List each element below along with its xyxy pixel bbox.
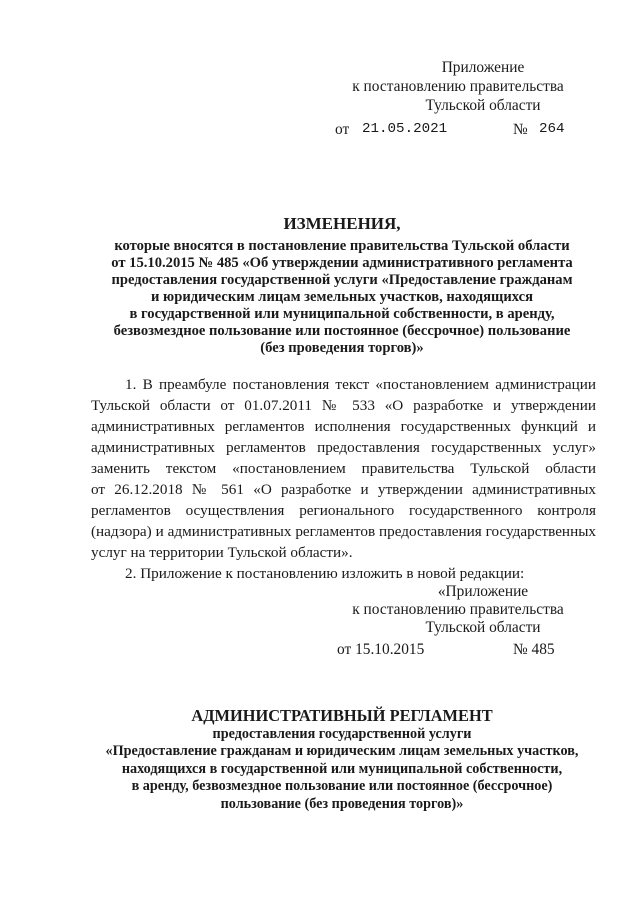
paragraph-1-line-8: (надзора) и административных регламентов предоставления государственных [91, 523, 596, 540]
reglament-line-3: находящихся в государственной или муниципальной собственности, [121, 761, 563, 777]
page-title: ИЗМЕНЕНИЯ, [283, 214, 401, 233]
title-line-2: от 15.10.2015 № 485 «Об утверждении административного регламента [111, 255, 573, 271]
header-date: 21.05.2021 [362, 121, 448, 137]
title-line-7: (без проведения торгов)» [260, 340, 424, 356]
annex-num: № 485 [513, 641, 555, 658]
paragraph-1 [91, 374, 596, 563]
header-num: 264 [539, 121, 565, 137]
annex-line-2: к постановлению правительства [352, 601, 564, 618]
title-line-4: и юридическим лицам земельных участков, находящихся [151, 289, 533, 305]
title-line-5: в государственной или муниципальной собственности, в аренду, [129, 306, 555, 322]
header-line-2: к постановлению правительства [352, 78, 564, 95]
reglament-line-5: пользование (без проведения торгов)» [220, 796, 464, 812]
header-line-1: Приложение [441, 59, 525, 76]
paragraph-2-line: 2. Приложение к постановлению изложить в новой редакции: [125, 565, 525, 582]
annex-line-3: Тульской области [425, 619, 541, 636]
reglament-heading: АДМИНИСТРАТИВНЫЙ РЕГЛАМЕНТ [191, 706, 493, 725]
paragraph-1-line-6: от 26.12.2018 № 561 «О разработке и утверждении административных [91, 481, 596, 498]
paragraph-1-line-5: заменить текстом «постановлением правительства Тульской области [91, 460, 596, 477]
reglament-line-2: «Предоставление гражданам и юридическим лицам земельных участков, [105, 743, 579, 759]
annex-line-1: «Приложение [437, 583, 529, 600]
paragraph-1-line-7: регламентов осуществления регионального государственного контроля [91, 502, 596, 519]
title-line-6: безвозмездное пользование или постоянное (бессрочное) пользование [113, 323, 571, 339]
title-line-1: которые вносятся в постановление правительства Тульской области [114, 238, 570, 254]
annex-date: от 15.10.2015 [337, 641, 425, 658]
paragraph-2 [91, 563, 596, 584]
header-num-prefix: № [513, 121, 528, 138]
title-line-3: предоставления государственной услуги «Предоставление гражданам [111, 272, 573, 288]
paragraph-1-line-2: Тульской области от 01.07.2011 № 533 «О разработке и утверждении [91, 397, 596, 414]
paragraph-1-line-3: административных регламентов исполнения государственных функций и [91, 418, 596, 435]
paragraph-1-line-4: административных регламентов предоставления государственных услуг» [91, 439, 596, 456]
reglament-line-1: предоставления государственной услуги [212, 726, 472, 742]
header-line-3: Тульской области [425, 97, 541, 114]
paragraph-1-line-9: услуг на территории Тульской области». [91, 544, 353, 561]
reglament-line-4: в аренду, безвозмездное пользование или постоянное (бессрочное) [131, 778, 553, 794]
paragraph-1-line-1: 1. В преамбуле постановления текст «постановлением администрации [125, 376, 596, 393]
header-date-prefix: от [335, 121, 350, 138]
